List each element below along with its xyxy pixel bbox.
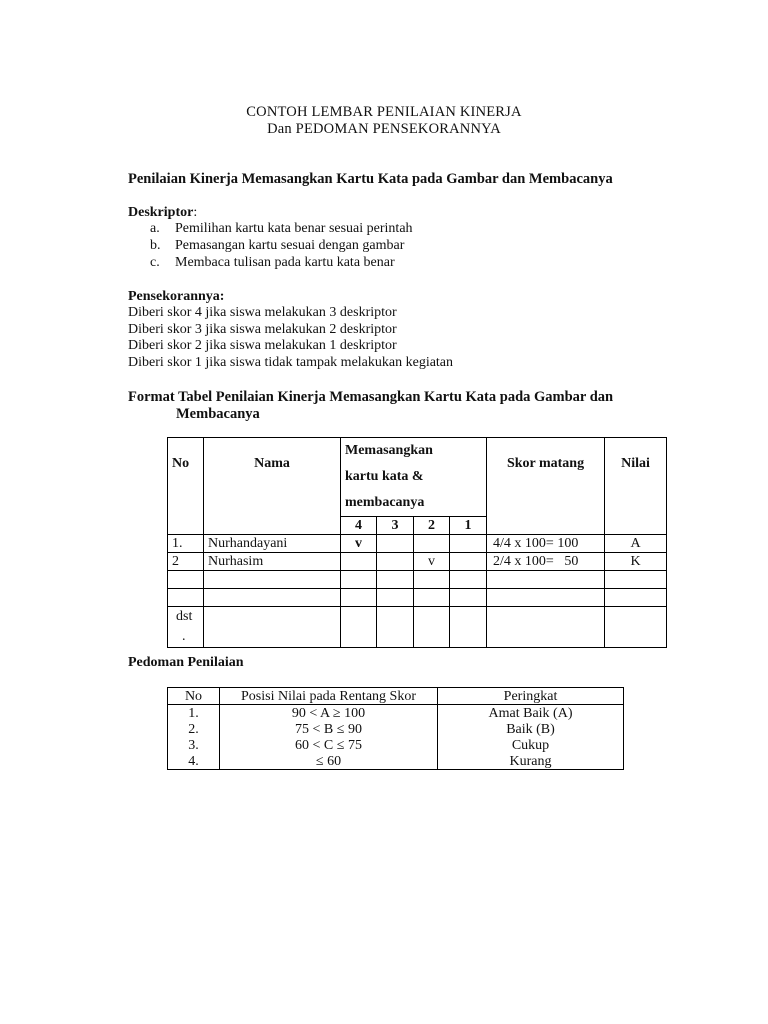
item-text: Pemilihan kartu kata benar sesuai perintah [175,221,413,236]
item-letter: a. [150,221,160,236]
table-row [168,753,624,770]
cell-no: 2 [168,553,204,571]
table-row [168,721,624,737]
cell-score-3 [377,553,414,571]
header-posisi: Posisi Nilai pada Rentang Skor [220,688,438,705]
cell-peringkat: Amat Baik (A) [438,705,624,722]
header-no: No [168,438,204,535]
pensekoran-line: Diberi skor 1 jika siswa tidak tampak melakukan kegiatan [128,355,454,370]
cell-nilai: A [605,535,667,553]
cell-posisi: ≤ 60 [220,753,438,770]
header-memasangkan-line: Memasangkan [345,443,433,458]
pedoman-heading: Pedoman Penilaian [128,655,244,670]
format-heading-line2: Membacanya [176,406,260,422]
doc-title-line2: Dan PEDOMAN PENSEKORANNYA [267,121,501,137]
header-no: No [168,688,220,705]
dst-dot: . [182,629,186,644]
header-score-4: 4 [341,517,377,535]
cell-posisi: 60 < C ≤ 75 [220,737,438,753]
cell-skor: 4/4 x 100= 100 [487,535,605,553]
doc-title-line1: CONTOH LEMBAR PENILAIAN KINERJA [246,104,522,120]
dst-text: dst [176,609,193,624]
cell-posisi: 90 < A ≥ 100 [220,705,438,722]
pensekoran-line: Diberi skor 4 jika siswa melakukan 3 deskriptor [128,305,397,320]
table-row-empty [168,589,667,607]
cell-score-1 [450,535,487,553]
cell-no: 1. [168,535,204,553]
header-memasangkan-line: membacanya [345,495,425,510]
section-subtitle: Penilaian Kinerja Memasangkan Kartu Kata pada Gambar dan Membacanya [128,171,613,187]
header-nama: Nama [204,438,341,535]
table-row-empty [168,571,667,589]
header-memasangkan [341,438,487,517]
cell-no: 4. [168,753,220,770]
table-row-dst [168,607,667,648]
header-memasangkan-line: kartu kata & [345,469,424,484]
table-row [168,705,624,722]
item-letter: c. [150,255,160,270]
cell-score-3 [377,535,414,553]
cell-nama: Nurhandayani [204,535,341,553]
cell-peringkat: Kurang [438,753,624,770]
pensekoran-line: Diberi skor 3 jika siswa melakukan 2 deskriptor [128,322,397,337]
cell-nama: Nurhasim [204,553,341,571]
header-score-3: 3 [377,517,414,535]
deskriptor-label: Deskriptor [128,205,194,220]
pensekoran-line: Diberi skor 2 jika siswa melakukan 1 deskriptor [128,338,397,353]
deskriptor-heading [128,205,197,221]
table-row [168,535,667,553]
cell-score-1 [450,553,487,571]
assessment-table [167,437,667,648]
cell-peringkat: Cukup [438,737,624,753]
cell-no: 1. [168,705,220,722]
cell-no: 3. [168,737,220,753]
item-letter: b. [150,238,161,253]
cell-score-4 [341,553,377,571]
deskriptor-item [150,255,395,271]
cell-no: 2. [168,721,220,737]
pensekoran-heading: Pensekorannya: [128,289,225,304]
cell-nilai: K [605,553,667,571]
deskriptor-item [150,238,404,254]
table-header-row [168,688,624,705]
cell-score-4: v [341,535,377,553]
cell-posisi: 75 < B ≤ 90 [220,721,438,737]
table-row [168,737,624,753]
header-peringkat: Peringkat [438,688,624,705]
header-skor: Skor matang [487,438,605,535]
header-score-1: 1 [450,517,487,535]
cell-score-2 [414,535,450,553]
deskriptor-colon: : [193,205,198,220]
cell-skor: 2/4 x 100= 50 [487,553,605,571]
table-header-row [168,438,667,517]
grading-guide-table [167,687,624,770]
item-text: Pemasangan kartu sesuai dengan gambar [175,238,405,253]
item-text: Membaca tulisan pada kartu kata benar [175,255,395,270]
table-row [168,553,667,571]
header-score-2: 2 [414,517,450,535]
cell-score-2: v [414,553,450,571]
format-heading-line1: Format Tabel Penilaian Kinerja Memasangkan Kartu Kata pada Gambar dan [128,389,614,405]
cell-dst [168,607,204,648]
header-nilai: Nilai [605,438,667,535]
cell-peringkat: Baik (B) [438,721,624,737]
deskriptor-item [150,221,413,237]
